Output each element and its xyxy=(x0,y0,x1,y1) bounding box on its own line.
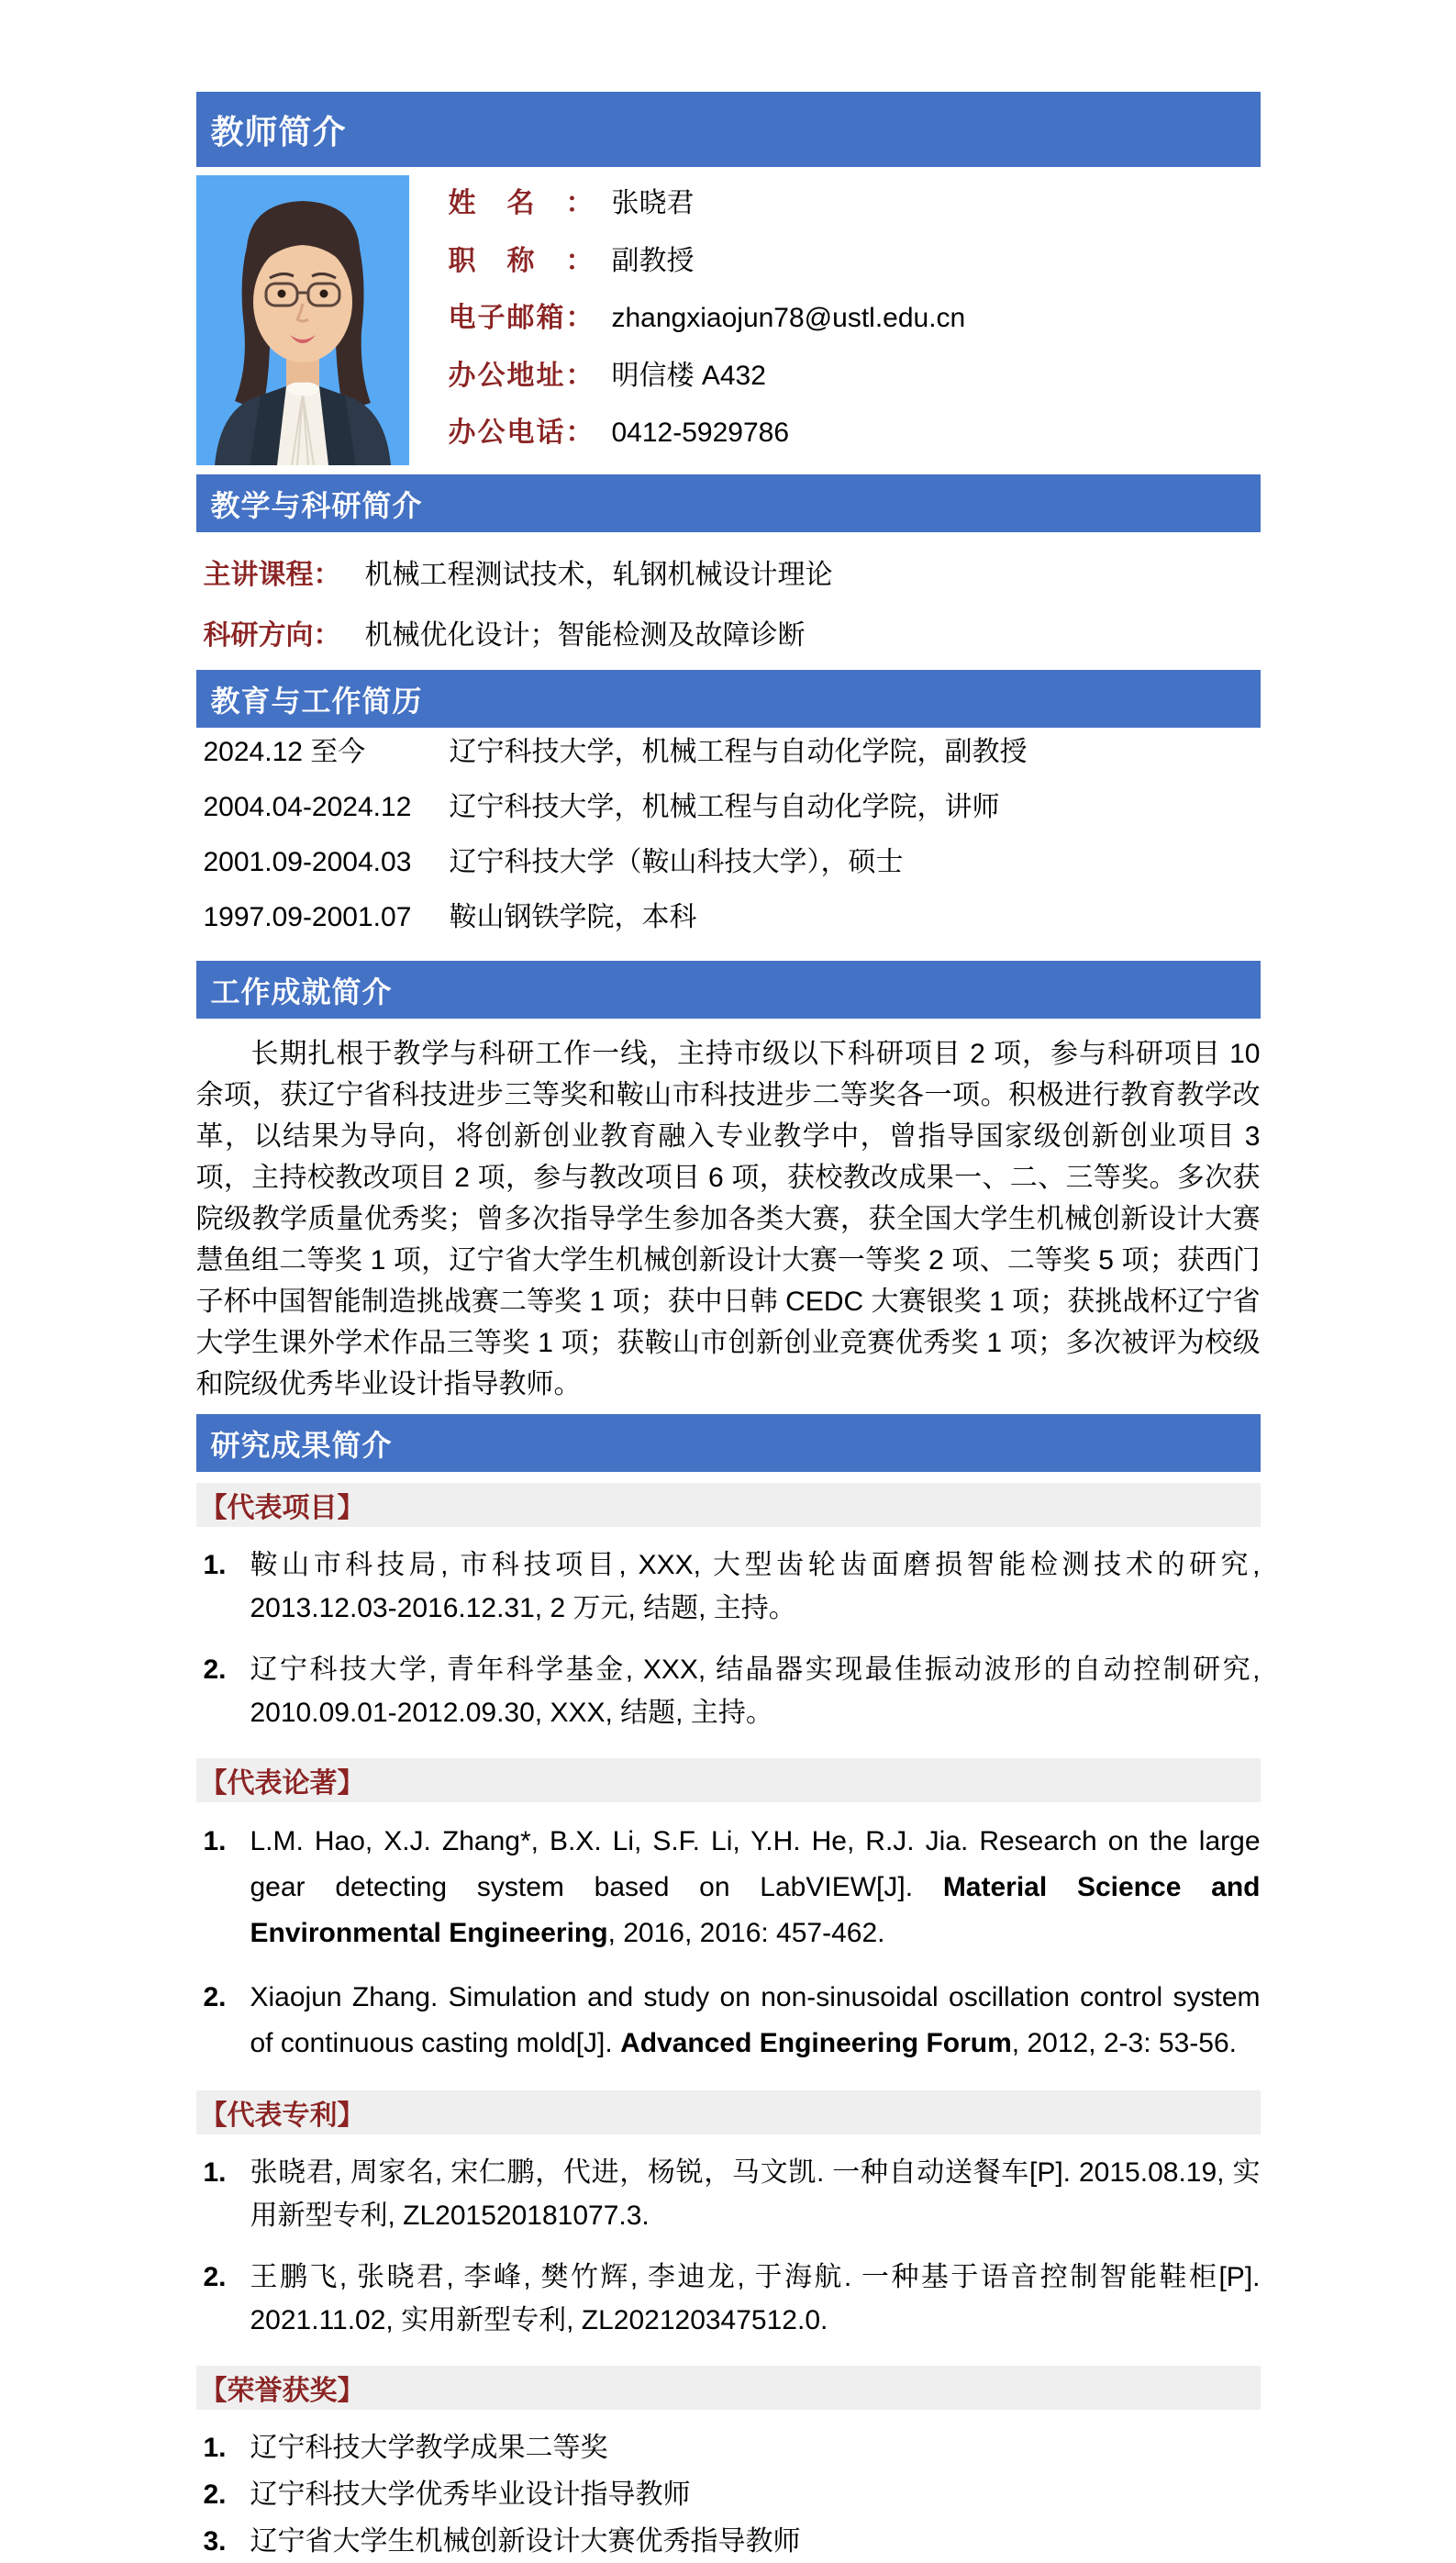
field-office-address-label: 办公地址： xyxy=(448,360,594,391)
research-direction-value: 机械优化设计；智能检测及故障诊断 xyxy=(364,620,806,651)
section-title-education: 教育与工作简历 xyxy=(210,684,423,718)
subsection-header-honors xyxy=(196,2366,1261,2410)
courses-value: 机械工程测试技术，轧钢机械设计理论 xyxy=(364,560,833,590)
field-email-value: zhangxiaojun78@ustl.edu.cn xyxy=(611,303,966,333)
education-row xyxy=(204,790,1261,824)
section-title-teaching: 教学与科研简介 xyxy=(210,488,423,522)
paper-item-number: 2. xyxy=(203,1982,227,2012)
profile-header xyxy=(196,175,1261,465)
papers-header-text: 【代表论著】 xyxy=(199,1768,365,1799)
paper-item-pages: , 2012, 2-3: 53-56. xyxy=(1011,2028,1237,2058)
honor-item xyxy=(196,2426,1261,2469)
profile-photo xyxy=(196,175,409,465)
education-row xyxy=(204,845,1261,879)
honor-item-text: 辽宁科技大学优秀毕业设计指导教师 xyxy=(250,2479,691,2510)
papers-list xyxy=(196,1819,1261,2067)
achievements-paragraph: 长期扎根于教学与科研工作一线，主持市级以下科研项目 2 项，参与科研项目 10 余项，获辽宁省科技进步三等奖和鞍山市科技进步二等奖各一项。积极进行教育教学改革，以结果为导向，将创新创业教育融入专业教学中，曾指导国家级创新创业项目 3 项，主持校教改项目 2 项，参与教改项目 6 项，获校教改成果一、二、三等奖。多次获院级教学质量优秀奖；曾多次指导学生参加各类大赛，获全国大学生机械创新设计大赛慧鱼组二等奖 1 项，辽宁省大学生机械创新设计大赛一等奖 2 项、二等奖 5 项；获西门子杯中国智能制造挑战赛二等奖 1 项；获中日韩 CEDC 大赛银奖 1 项；获挑战杯辽宁省大学生课外学术作品三等奖 1 项；获鞍山市创新创业竞赛优秀奖 1 项；多次被评为校级和院级优秀毕业设计指导教师。 xyxy=(195,1039,1261,1399)
field-email-label: 电子邮箱： xyxy=(448,303,594,333)
paper-item xyxy=(196,1975,1261,2067)
honor-item-text: 辽宁省大学生机械创新设计大赛优秀指导教师 xyxy=(250,2526,801,2557)
paper-item-journal: Material Science and Environmental Engineering xyxy=(250,1872,1261,1948)
paper-item-pages: , 2016, 2016: 457-462. xyxy=(607,1918,885,1948)
section-title-research: 研究成果简介 xyxy=(210,1428,393,1462)
paper-item-journal: Advanced Engineering Forum xyxy=(620,2028,1012,2058)
honors-header-text: 【荣誉获奖】 xyxy=(199,2376,365,2406)
education-detail: 辽宁科技大学（鞍山科技大学），硕士 xyxy=(449,847,904,877)
patents-header-text: 【代表专利】 xyxy=(199,2101,365,2131)
education-detail: 鞍山钢铁学院，本科 xyxy=(449,902,697,932)
honor-item-text: 辽宁科技大学教学成果二等奖 xyxy=(250,2433,608,2463)
research-direction-label: 科研方向： xyxy=(203,620,341,651)
education-period: 1997.09-2001.07 xyxy=(203,902,412,932)
project-item xyxy=(196,1543,1261,1630)
honor-item-number: 3. xyxy=(203,2526,227,2557)
field-title xyxy=(449,244,1261,279)
field-office-phone xyxy=(449,416,1261,451)
honor-item-number: 2. xyxy=(203,2479,227,2510)
education-period: 2024.12 至今 xyxy=(203,737,366,767)
section-bar-education xyxy=(196,670,1261,728)
page-title: 教师简介 xyxy=(210,112,347,150)
research-direction-row xyxy=(204,618,1261,653)
paper-item-number: 1. xyxy=(203,1826,227,1856)
honor-item xyxy=(196,2520,1261,2563)
section-bar-research xyxy=(196,1414,1261,1472)
field-office-address xyxy=(449,359,1261,394)
section-bar-achievements xyxy=(196,961,1261,1019)
field-office-address-value: 明信楼 A432 xyxy=(611,360,766,391)
project-item-number: 2. xyxy=(203,1655,227,1685)
paper-item-authors-title: Xiaojun Zhang. Simulation and study on non-sinusoidal oscillation control system of continuous casting mold[J]. xyxy=(250,1982,1261,2058)
profile-page xyxy=(196,0,1261,2563)
courses-label: 主讲课程： xyxy=(203,560,341,590)
subsection-header-papers xyxy=(196,1758,1261,1802)
patent-item-number: 2. xyxy=(203,2262,227,2292)
patent-item-text: 王鹏飞, 张晓君, 李峰, 樊竹辉, 李迪龙, 于海航. 一种基于语音控制智能鞋柜[P]. 2021.11.02, 实用新型专利, ZL202120347512.0. xyxy=(250,2262,1261,2335)
education-detail: 辽宁科技大学，机械工程与自动化学院，副教授 xyxy=(449,737,1028,767)
patent-item xyxy=(196,2256,1261,2342)
patents-list xyxy=(196,2151,1261,2342)
education-row xyxy=(204,900,1261,934)
field-office-phone-label: 办公电话： xyxy=(448,418,594,448)
section-bar-teaching xyxy=(196,474,1261,532)
field-office-phone-value: 0412-5929786 xyxy=(611,418,790,448)
patent-item-text: 张晓君, 周家名, 宋仁鹏，代进，杨锐，马文凯. 一种自动送餐车[P]. 2015.08.19, 实用新型专利, ZL201520181077.3. xyxy=(250,2157,1261,2231)
honor-item xyxy=(196,2473,1261,2516)
field-email xyxy=(449,301,1261,336)
subsection-header-patents xyxy=(196,2090,1261,2134)
education-section xyxy=(196,728,1261,961)
project-item-number: 1. xyxy=(203,1550,227,1580)
education-period: 2001.09-2004.03 xyxy=(203,847,412,877)
subsection-header-projects xyxy=(196,1483,1261,1527)
field-name-label: 姓名： xyxy=(448,188,594,218)
page-title-bar xyxy=(196,92,1261,167)
field-title-value: 副教授 xyxy=(611,245,695,276)
field-name xyxy=(449,186,1261,221)
honor-item-number: 1. xyxy=(203,2433,227,2463)
field-name-value: 张晓君 xyxy=(611,188,695,218)
patent-item-number: 1. xyxy=(203,2157,227,2188)
teaching-courses-row xyxy=(204,558,1261,593)
paper-item-authors-title: L.M. Hao, X.J. Zhang*, B.X. Li, S.F. Li, Y.H. He, R.J. Jia. Research on the large gear detecting system based on LabVIEW[J]. xyxy=(250,1826,1261,1902)
honors-list xyxy=(196,2426,1261,2563)
education-period: 2004.04-2024.12 xyxy=(203,792,412,822)
project-item-text: 辽宁科技大学, 青年科学基金, XXX, 结晶器实现最佳振动波形的自动控制研究, 2010.09.01-2012.09.30, XXX, 结题, 主持。 xyxy=(250,1655,1261,1728)
project-item-text: 鞍山市科技局, 市科技项目, XXX, 大型齿轮齿面磨损智能检测技术的研究, 2013.12.03-2016.12.31, 2 万元, 结题, 主持。 xyxy=(250,1550,1261,1623)
education-detail: 辽宁科技大学，机械工程与自动化学院，讲师 xyxy=(449,792,1000,822)
paper-item xyxy=(196,1819,1261,1956)
section-title-achievements: 工作成就简介 xyxy=(210,975,393,1008)
patent-item xyxy=(196,2151,1261,2237)
project-item xyxy=(196,1648,1261,1734)
projects-list xyxy=(196,1543,1261,1734)
projects-header-text: 【代表项目】 xyxy=(199,1493,365,1523)
profile-fields xyxy=(449,175,1261,465)
teaching-section xyxy=(196,532,1261,670)
education-row xyxy=(204,735,1261,769)
field-title-label: 职称： xyxy=(448,245,594,276)
